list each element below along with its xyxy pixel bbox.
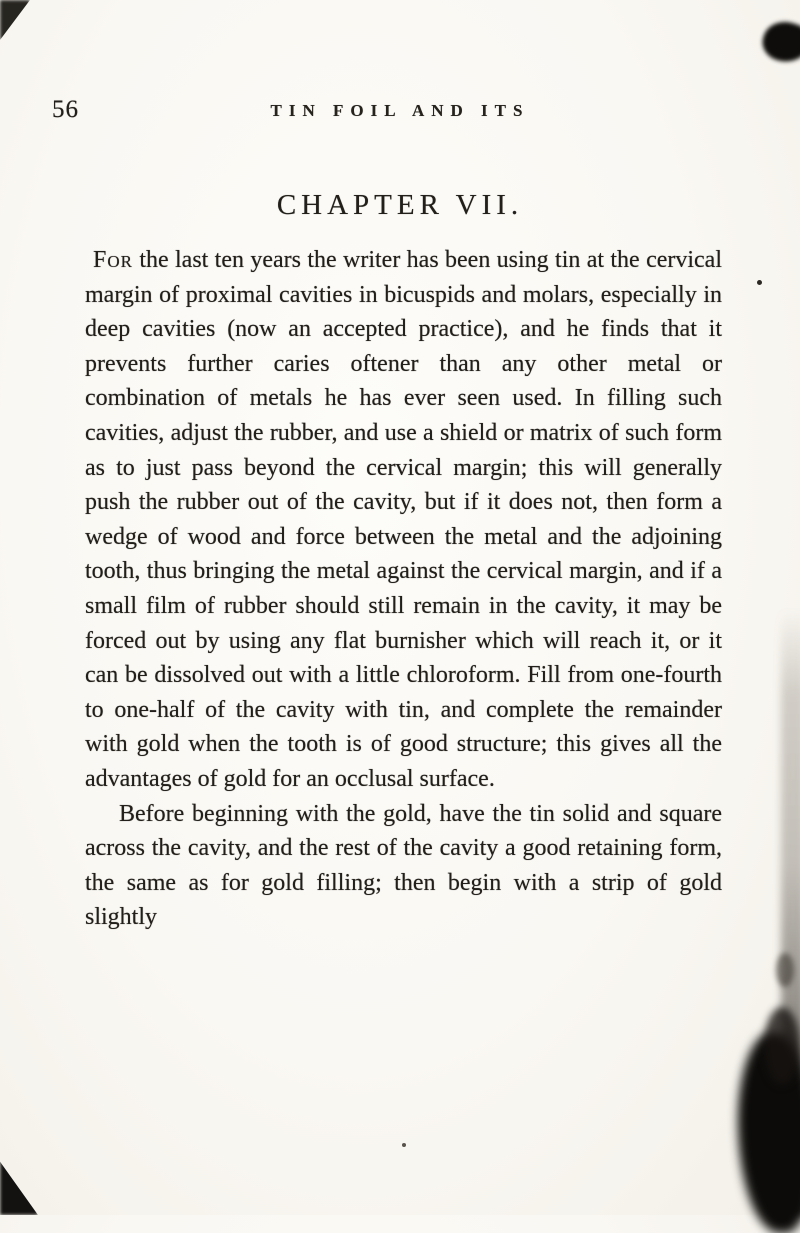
scan-blotch-bottom-right (764, 1007, 800, 1085)
paragraph: Before beginning with the gold, have the tin solid and square across the cavity, and the rest of the cavity a good retaining form, the same as for gold filling; then begin with a strip of gold slightly (85, 800, 722, 931)
page-number: 56 (52, 96, 79, 123)
paragraph-text: the last ten years the writer has been using tin at the cervical margin of proximal cavities in bicuspids and molars, especially in deep cavities (now an accepted practice), and he finds that it prevents further caries oftener than any other metal or combination of metals he has ever seen used. In filling such cavities, adjust the rubber, and use a shield or matrix of such form as to just pass beyond the cervical margin; this will generally push the rubber out of the cavity, but if it does not, then form a wedge of wood and force between the metal and the adjoining tooth, thus bringing the metal against the cervical margin, and if a small film of rubber should still remain in the cavity, it may be forced out by using any flat burnisher which will reach it, or it can be dissolved out with a little chloroform. Fill from one-fourth to one-half of the cavity with tin, and complete the remainder with gold when the tooth is of good structure; this gives all the advantages of gold for an occlusal surface. (85, 247, 723, 792)
scan-blotch-bottom-right (738, 1033, 800, 1233)
scan-blotch-bottom-right (776, 953, 794, 987)
paragraph-lead: For (93, 247, 133, 273)
scan-smudge-bottom-left (0, 1153, 38, 1215)
scan-shadow-right-edge (781, 610, 800, 1215)
chapter-heading: CHAPTER VII. (276, 189, 524, 221)
scan-smudge-top-right (758, 16, 800, 68)
page-body (85, 243, 722, 935)
scan-speck (402, 1143, 406, 1147)
scan-smudge-top-left (0, 0, 30, 40)
paragraph (85, 243, 722, 797)
scan-speck (757, 280, 762, 285)
running-header: TIN FOIL AND ITS (270, 101, 530, 120)
